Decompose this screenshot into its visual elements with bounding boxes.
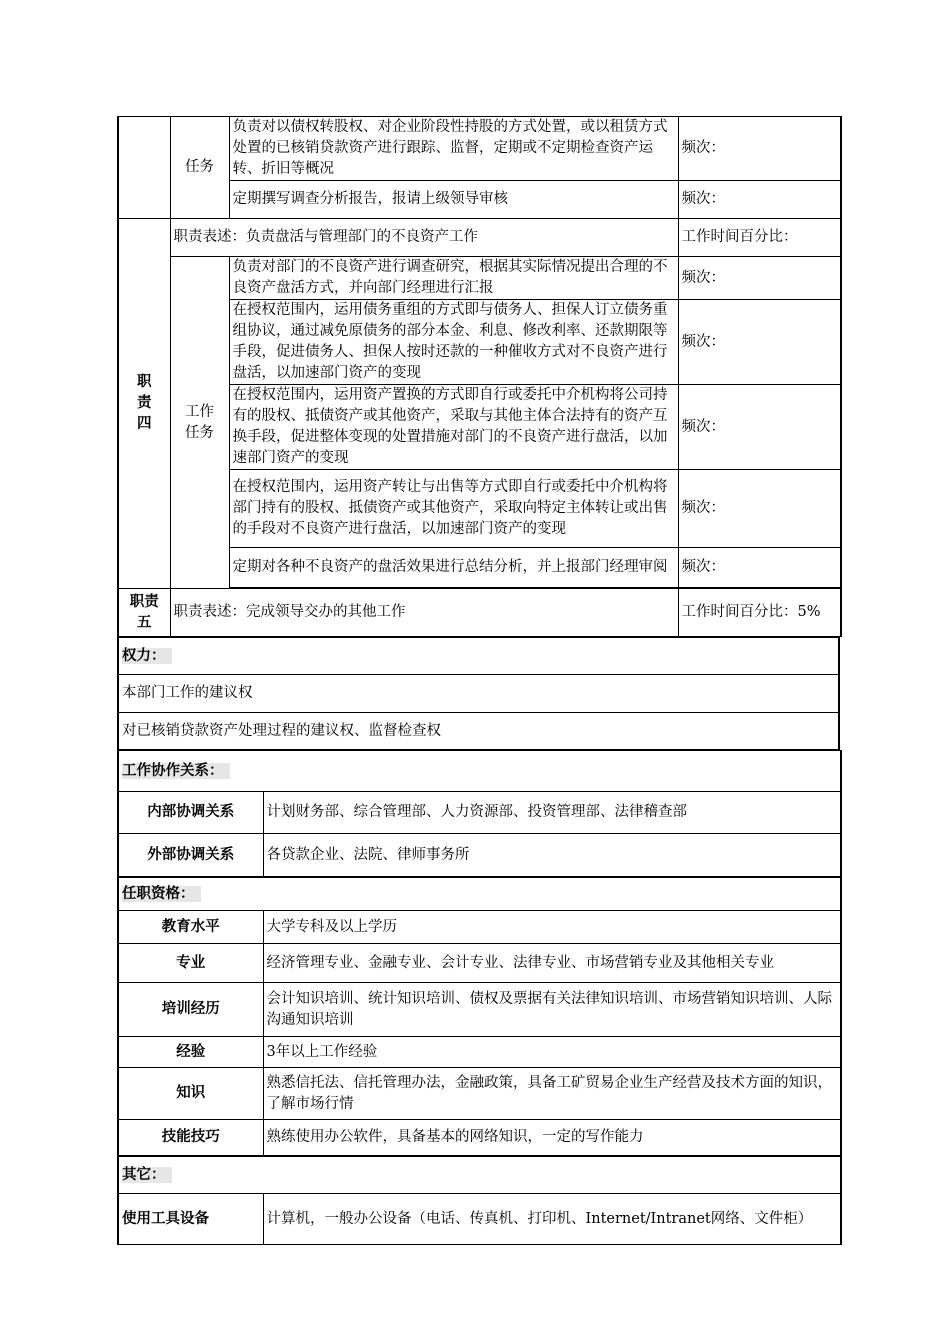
qualification-row (118, 944, 841, 983)
qualification-row (118, 1120, 841, 1156)
authority-item-text: 对已核销贷款资产处理过程的建议权、监督检查权 (118, 713, 839, 750)
qualification-label: 教育水平 (118, 911, 263, 944)
resp3-task-row (118, 117, 841, 181)
resp4-task-freq: 频次： (678, 385, 841, 470)
authority-table (117, 637, 840, 750)
resp4-task-text: 在授权范围内，运用资产置换的方式即自行或委托中介机构将公司持有的股权、抵债资产或其他资产，采取与其他主体合法持有的资产互换手段，促进整体变现的处置措施对部门的不良资产进行盘活，以加速部门资产的变现 (229, 385, 678, 470)
other-label: 使用工具设备 (118, 1194, 263, 1245)
authority-header-row (118, 638, 839, 675)
resp5-desc: 职责表述：完成领导交办的其他工作 (170, 589, 678, 637)
qualification-value: 3年以上工作经验 (263, 1037, 841, 1068)
job-description-page (117, 116, 840, 1245)
qualifications-header-row (118, 878, 841, 911)
responsibilities-table (117, 116, 842, 637)
relations-header-row (118, 751, 841, 792)
qualifications-title (118, 878, 841, 911)
resp5-pct: 工作时间百分比：5% (678, 589, 841, 637)
resp4-pct: 工作时间百分比： (678, 219, 841, 257)
resp4-label (118, 219, 170, 589)
resp4-desc-row (118, 219, 841, 257)
authority-item (118, 713, 839, 750)
qualification-label: 培训经历 (118, 983, 263, 1037)
qualifications-table (117, 877, 842, 1156)
qualification-label: 技能技巧 (118, 1120, 263, 1156)
resp4-task-text: 定期对各种不良资产的盘活效果进行总结分析，并上报部门经理审阅 (229, 548, 678, 588)
resp3-task-label: 任务 (170, 117, 229, 219)
resp5-label (118, 589, 170, 637)
authority-title-text: 权力： (122, 648, 172, 664)
relations-title-text: 工作协作关系： (122, 763, 230, 779)
qualifications-title-text: 任职资格： (122, 886, 201, 902)
resp4-task-text: 在授权范围内，运用债务重组的方式即与债务人、担保人订立债务重组协议，通过减免原债务的部分本金、利息、修改利率、还款期限等手段，促进债务人、担保人按时还款的一种催收方式对不良资产进行盘活，以加速部门资产的变现 (229, 300, 678, 385)
resp4-task-freq: 频次： (678, 257, 841, 300)
authority-item (118, 675, 839, 713)
relations-label: 外部协调关系 (118, 834, 263, 877)
resp3-task-text: 定期撰写调查分析报告，报请上级领导审核 (229, 181, 678, 219)
qualification-value: 熟练使用办公软件，具备基本的网络知识，一定的写作能力 (263, 1120, 841, 1156)
resp3-label-cell (118, 117, 170, 219)
resp5-row (118, 589, 841, 637)
other-header-row (118, 1157, 841, 1194)
qualification-value: 大学专科及以上学历 (263, 911, 841, 944)
resp3-task-text: 负责对以债权转股权、对企业阶段性持股的方式处置，或以租赁方式处置的已核销贷款资产进行跟踪、监督，定期或不定期检查资产运转、折旧等概况 (229, 117, 678, 181)
qualification-label: 专业 (118, 944, 263, 983)
relations-value: 各贷款企业、法院、律师事务所 (263, 834, 841, 877)
relations-value: 计划财务部、综合管理部、人力资源部、投资管理部、法律稽查部 (263, 792, 841, 834)
resp4-task-freq: 频次： (678, 300, 841, 385)
other-row (118, 1194, 841, 1245)
other-title-text: 其它： (122, 1167, 172, 1183)
authority-item-text: 本部门工作的建议权 (118, 675, 839, 713)
resp4-task-text: 负责对部门的不良资产进行调查研究，根据其实际情况提出合理的不良资产盘活方式，并向部门经理进行汇报 (229, 257, 678, 300)
qualification-row (118, 1068, 841, 1120)
resp4-desc: 职责表述：负责盘活与管理部门的不良资产工作 (170, 219, 678, 257)
other-table (117, 1156, 842, 1245)
qualification-row (118, 1037, 841, 1068)
resp3-task-freq: 频次： (678, 181, 841, 219)
qualification-row (118, 911, 841, 944)
resp3-task-freq: 频次： (678, 117, 841, 181)
qualification-value: 会计知识培训、统计知识培训、债权及票据有关法律知识培训、市场营销知识培训、人际沟通知识培训 (263, 983, 841, 1037)
relations-table (117, 750, 842, 877)
qualification-label: 经验 (118, 1037, 263, 1068)
resp5-label-text: 职责 五 (129, 593, 159, 631)
relations-row (118, 834, 841, 877)
resp4-task-freq: 频次： (678, 470, 841, 548)
qualification-row (118, 983, 841, 1037)
resp4-label-text: 职 责 四 (137, 374, 152, 432)
resp4-task-label-text: 工作 任务 (185, 403, 214, 441)
other-value: 计算机，一般办公设备（电话、传真机、打印机、Internet/Intranet网络、文件柜） (263, 1194, 841, 1245)
qualification-label: 知识 (118, 1068, 263, 1120)
resp4-task-freq: 频次： (678, 548, 841, 588)
qualification-value: 熟悉信托法、信托管理办法，金融政策，具备工矿贸易企业生产经营及技术方面的知识，了解市场行情 (263, 1068, 841, 1120)
resp4-task-label (170, 257, 229, 589)
authority-title (118, 638, 839, 675)
qualification-value: 经济管理专业、金融专业、会计专业、法律专业、市场营销专业及其他相关专业 (263, 944, 841, 983)
resp4-task-row (118, 257, 841, 300)
other-title (118, 1157, 841, 1194)
relations-row (118, 792, 841, 834)
resp4-task-text: 在授权范围内，运用资产转让与出售等方式即自行或委托中介机构将部门持有的股权、抵债资产或其他资产，采取向特定主体转让或出售的手段对不良资产进行盘活，以加速部门资产的变现 (229, 470, 678, 548)
relations-label: 内部协调关系 (118, 792, 263, 834)
relations-title (118, 751, 841, 792)
